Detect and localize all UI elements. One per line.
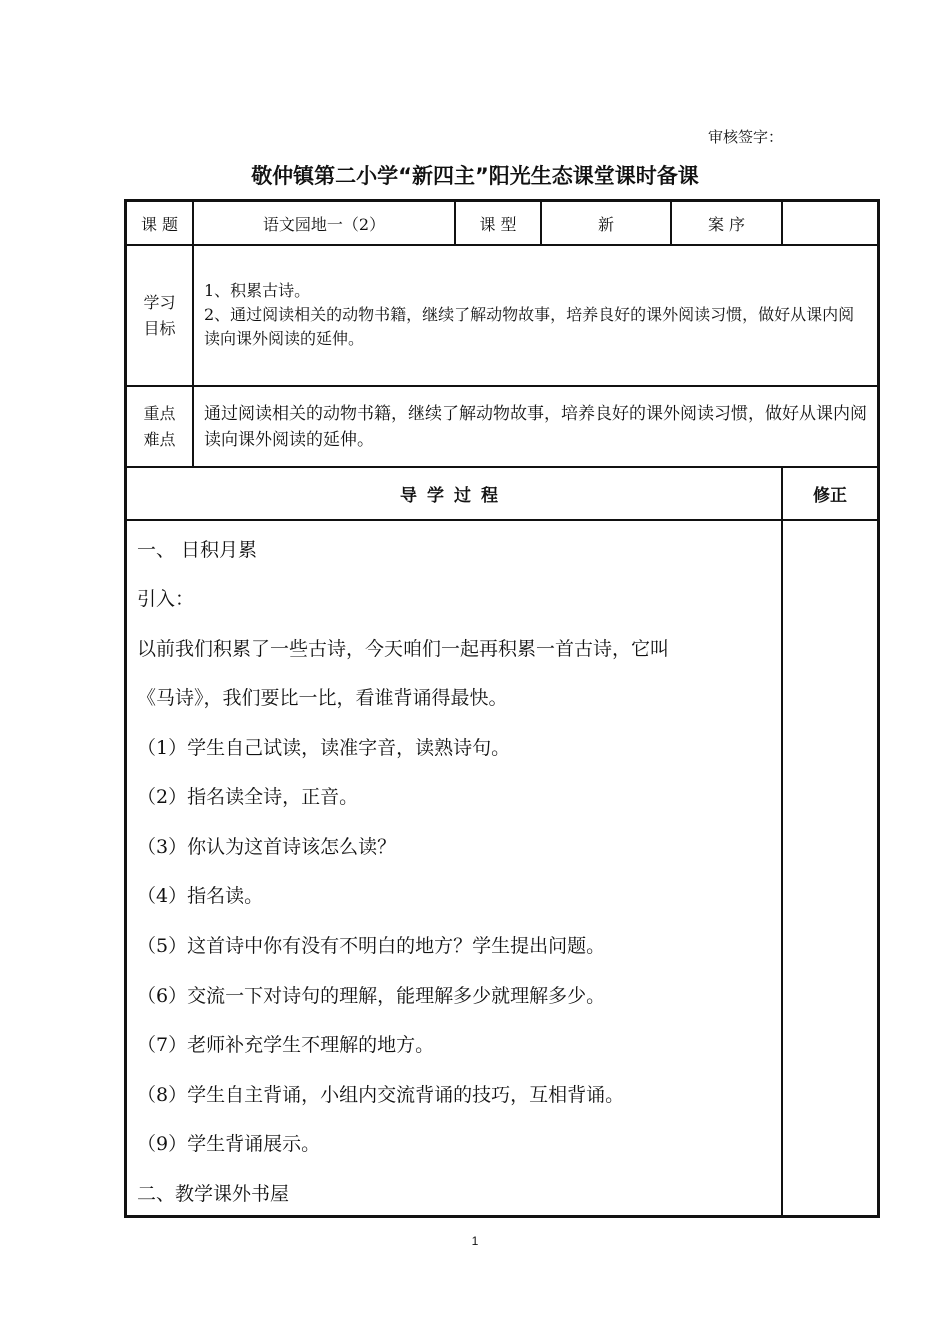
process-line: （7）老师补充学生不理解的地方。 [137,1034,435,1056]
order-value [782,201,878,245]
process-line: （9）学生背诵展示。 [137,1133,321,1155]
type-value: 新 [541,201,671,245]
keypoints-label-line2: 难点 [143,429,176,449]
process-line: （4）指名读。 [137,885,264,907]
lesson-plan-table [124,199,880,1218]
keypoints-label-line1: 重点 [143,403,176,423]
topic-label: 课 题 [126,201,193,245]
process-line: （6）交流一下对诗句的理解，能理解多少就理解多少。 [137,985,606,1007]
process-line: （3）你认为这首诗该怎么读？ [137,836,397,858]
goal-item: 2、通过阅读相关的动物书籍，继续了解动物故事，培养良好的课外阅读习惯，做好从课内阅读向课外阅读的延伸。 [204,305,855,348]
process-content [126,520,782,1216]
process-line: （5）这首诗中你有没有不明白的地方？学生提出问题。 [137,935,606,957]
goals-content [193,245,878,386]
keypoints-content [193,386,878,467]
process-line: 《马诗》，我们要比一比，看谁背诵得最快。 [137,687,508,709]
page-number: 1 [471,1234,479,1248]
keypoints-text: 通过阅读相关的动物书籍，继续了解动物故事，培养良好的课外阅读习惯，做好从课内阅读向课外阅读的延伸。 [204,403,867,450]
review-signature: 审核签字： [708,128,784,146]
revision-column [782,520,878,1216]
page-title: 敬仲镇第二小学“新四主”阳光生态课堂课时备课 [251,164,699,188]
revision-header: 修正 [782,467,878,520]
process-line: （8）学生自主背诵，小组内交流背诵的技巧，互相背诵。 [137,1084,625,1106]
process-line: （2）指名读全诗，正音。 [137,786,359,808]
process-line: 一、 日积月累 [137,539,258,561]
process-line: （1）学生自己试读，读准字音，读熟诗句。 [137,737,511,759]
goals-label-line1: 学习 [143,292,176,312]
goals-label [126,245,193,386]
process-line: 引入： [137,588,195,610]
process-line: 以前我们积累了一些古诗，今天咱们一起再积累一首古诗，它叫 [137,638,670,660]
topic-value: 语文园地一（2） [193,201,455,245]
process-line: 二、教学课外书屋 [137,1183,290,1205]
type-label: 课 型 [455,201,541,245]
goals-label-line2: 目标 [143,318,176,338]
order-label: 案 序 [671,201,782,245]
goal-item: 1、积累古诗。 [204,281,311,300]
process-header: 导学过程 [126,467,782,520]
keypoints-label [126,386,193,467]
